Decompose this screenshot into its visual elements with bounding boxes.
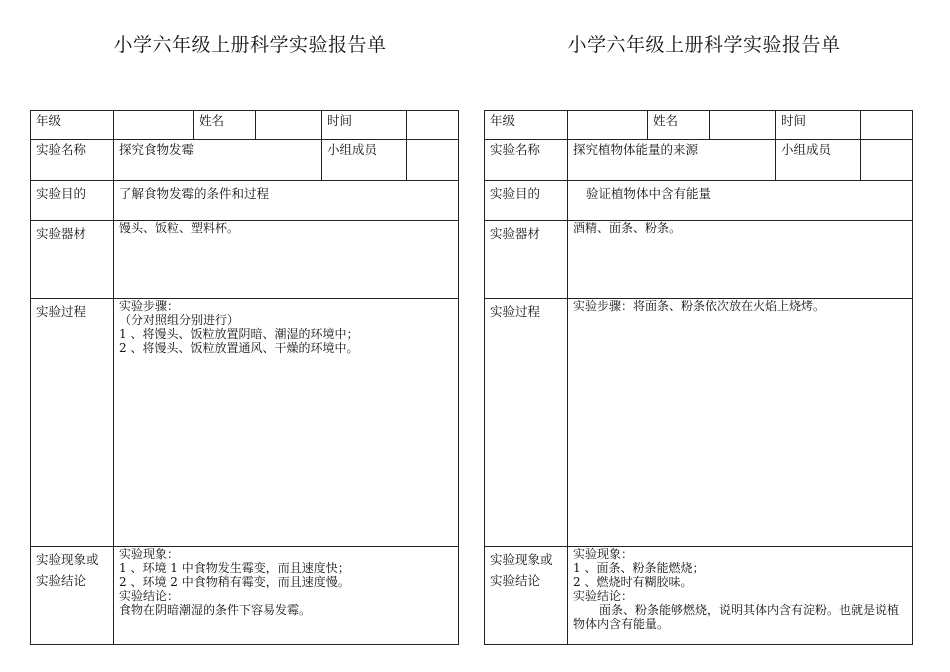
- phenomenon-value[interactable]: [114, 547, 459, 645]
- time-label: 时间: [322, 111, 407, 140]
- materials-text: 馒头、饭粒、塑料杯。: [119, 221, 240, 235]
- time-label: 时间: [776, 111, 861, 140]
- purpose-value[interactable]: 了解食物发霉的条件和过程: [114, 181, 459, 221]
- phenomenon-line: 食物在阴暗潮湿的条件下容易发霉。: [119, 603, 312, 617]
- name-label: 姓名: [648, 111, 710, 140]
- phenomenon-line: 2 、燃烧时有糊胶味。: [573, 575, 693, 589]
- exp-name-value[interactable]: 探究植物体能量的来源: [568, 140, 776, 181]
- time-value[interactable]: [861, 111, 913, 140]
- phenomenon-label: [31, 547, 114, 645]
- materials-text: 酒精、面条、粉条。: [573, 221, 682, 235]
- phenomenon-label-line1: 实验现象或: [490, 552, 553, 567]
- phenomenon-value[interactable]: [568, 547, 913, 645]
- report-sheet-right: [484, 0, 924, 672]
- process-line: 2 、将馒头、饭粒放置通风、干燥的环境中。: [119, 341, 359, 355]
- process-label: 实验过程: [31, 299, 114, 547]
- phenomenon-label: [485, 547, 568, 645]
- report-sheet-left: [30, 0, 470, 672]
- process-value[interactable]: [568, 299, 913, 547]
- report-table: [484, 110, 913, 645]
- members-label: 小组成员: [322, 140, 407, 181]
- exp-name-label: 实验名称: [485, 140, 568, 181]
- process-line: 实验步骤：将面条、粉条依次放在火焰上烧烤。: [573, 299, 826, 313]
- sheet-title: 小学六年级上册科学实验报告单: [113, 34, 387, 56]
- members-label: 小组成员: [776, 140, 861, 181]
- conclusion-text: 面条、粉条能够燃烧，说明其体内含有淀粉。也就是说植物体内含有能量。: [573, 603, 900, 631]
- members-value[interactable]: [861, 140, 913, 181]
- process-line: 实验步骤：: [119, 299, 180, 313]
- grade-label: 年级: [485, 111, 568, 140]
- process-line: 1 、将馒头、饭粒放置阴暗、潮湿的环境中；: [119, 327, 359, 341]
- process-label: 实验过程: [485, 299, 568, 547]
- materials-value[interactable]: [114, 221, 459, 299]
- phenomenon-label-line1: 实验现象或: [36, 552, 99, 567]
- purpose-label: 实验目的: [485, 181, 568, 221]
- phenomenon-line: 实验现象：: [573, 547, 634, 561]
- materials-value[interactable]: [568, 221, 913, 299]
- phenomenon-line: 1 、环境 1 中食物发生霉变，而且速度快；: [119, 561, 350, 575]
- report-table: [30, 110, 459, 645]
- members-value[interactable]: [407, 140, 459, 181]
- phenomenon-line: 2 、环境 2 中食物稍有霉变，而且速度慢。: [119, 575, 350, 589]
- purpose-value[interactable]: 验证植物体中含有能量: [568, 181, 913, 221]
- grade-label: 年级: [31, 111, 114, 140]
- phenomenon-label-line2: 实验结论: [490, 573, 541, 588]
- process-value[interactable]: [114, 299, 459, 547]
- sheet-title: 小学六年级上册科学实验报告单: [567, 34, 841, 56]
- name-value[interactable]: [256, 111, 322, 140]
- phenomenon-line: 1 、面条、粉条能燃烧；: [573, 561, 705, 575]
- materials-label: 实验器材: [31, 221, 114, 299]
- grade-value[interactable]: [568, 111, 648, 140]
- materials-label: 实验器材: [485, 221, 568, 299]
- exp-name-value[interactable]: 探究食物发霉: [114, 140, 322, 181]
- exp-name-label: 实验名称: [31, 140, 114, 181]
- phenomenon-label-line2: 实验结论: [36, 573, 87, 588]
- grade-value[interactable]: [114, 111, 194, 140]
- name-label: 姓名: [194, 111, 256, 140]
- name-value[interactable]: [710, 111, 776, 140]
- process-line: （分对照组分别进行）: [119, 313, 240, 327]
- phenomenon-line: 实验结论：: [573, 589, 634, 603]
- time-value[interactable]: [407, 111, 459, 140]
- phenomenon-line: 实验现象：: [119, 547, 180, 561]
- purpose-label: 实验目的: [31, 181, 114, 221]
- phenomenon-line: 实验结论：: [119, 589, 180, 603]
